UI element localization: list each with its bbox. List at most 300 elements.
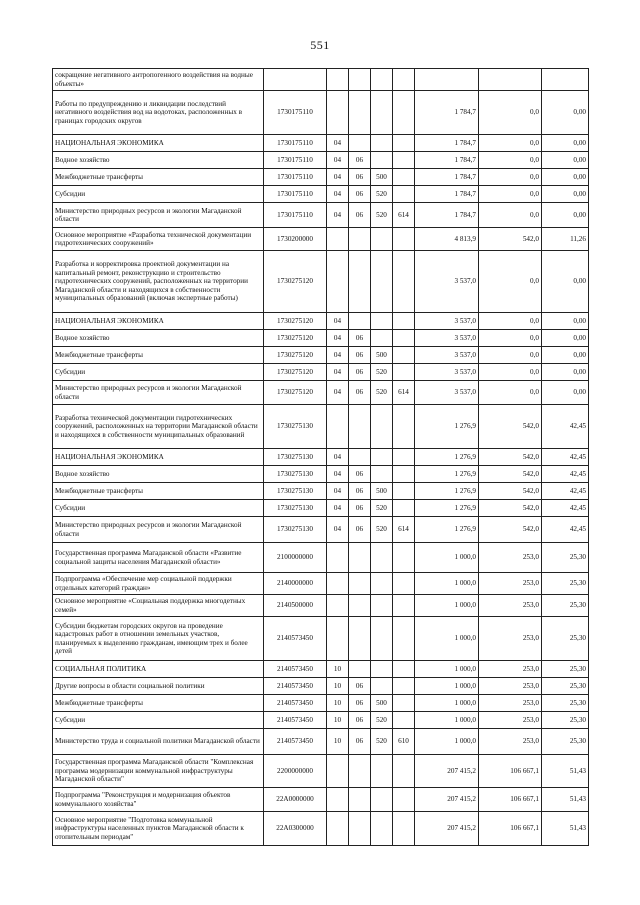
table-row xyxy=(53,517,589,543)
target-code-cell: 2100000000 xyxy=(264,543,327,573)
table-row xyxy=(53,152,589,169)
table-row xyxy=(53,347,589,364)
expense-type-cell xyxy=(371,91,393,135)
subsection-cell xyxy=(349,135,371,152)
execution-percent-cell: 25,30 xyxy=(542,543,589,573)
section-cell xyxy=(327,573,349,595)
row-name-cell: НАЦИОНАЛЬНАЯ ЭКОНОМИКА xyxy=(53,449,264,466)
section-cell: 04 xyxy=(327,152,349,169)
administrator-cell xyxy=(393,788,415,812)
planned-amount-cell: 4 813,9 xyxy=(415,228,479,251)
administrator-cell xyxy=(393,595,415,617)
executed-amount-cell: 253,0 xyxy=(479,678,542,695)
executed-amount-cell: 0,0 xyxy=(479,251,542,313)
planned-amount-cell: 1 784,7 xyxy=(415,135,479,152)
row-name-cell: Министерство природных ресурсов и экологии Магаданской области xyxy=(53,381,264,405)
administrator-cell xyxy=(393,228,415,251)
section-cell xyxy=(327,595,349,617)
planned-amount-cell: 1 276,9 xyxy=(415,405,479,449)
row-name-cell: Водное хозяйство xyxy=(53,152,264,169)
executed-amount-cell: 0,0 xyxy=(479,203,542,228)
planned-amount-cell: 3 537,0 xyxy=(415,347,479,364)
planned-amount-cell: 3 537,0 xyxy=(415,364,479,381)
subsection-cell xyxy=(349,543,371,573)
planned-amount-cell: 1 000,0 xyxy=(415,678,479,695)
subsection-cell: 06 xyxy=(349,347,371,364)
expense-type-cell: 520 xyxy=(371,500,393,517)
administrator-cell xyxy=(393,91,415,135)
administrator-cell xyxy=(393,466,415,483)
execution-percent-cell: 42,45 xyxy=(542,449,589,466)
execution-percent-cell: 0,00 xyxy=(542,91,589,135)
expense-type-cell xyxy=(371,573,393,595)
row-name-cell: Субсидии xyxy=(53,500,264,517)
subsection-cell: 06 xyxy=(349,678,371,695)
planned-amount-cell: 1 000,0 xyxy=(415,729,479,755)
row-name-cell: Межбюджетные трансферты xyxy=(53,483,264,500)
subsection-cell xyxy=(349,661,371,678)
administrator-cell xyxy=(393,313,415,330)
table-row xyxy=(53,330,589,347)
administrator-cell xyxy=(393,712,415,729)
administrator-cell xyxy=(393,449,415,466)
executed-amount-cell xyxy=(479,69,542,91)
executed-amount-cell: 542,0 xyxy=(479,483,542,500)
planned-amount-cell: 1 000,0 xyxy=(415,661,479,678)
planned-amount-cell: 1 000,0 xyxy=(415,573,479,595)
section-cell: 04 xyxy=(327,347,349,364)
subsection-cell: 06 xyxy=(349,695,371,712)
expense-type-cell: 500 xyxy=(371,169,393,186)
subsection-cell xyxy=(349,788,371,812)
section-cell: 04 xyxy=(327,203,349,228)
expense-type-cell: 500 xyxy=(371,483,393,500)
subsection-cell: 06 xyxy=(349,729,371,755)
target-code-cell: 1730275130 xyxy=(264,483,327,500)
subsection-cell xyxy=(349,251,371,313)
target-code-cell xyxy=(264,69,327,91)
subsection-cell: 06 xyxy=(349,169,371,186)
expense-type-cell xyxy=(371,251,393,313)
planned-amount-cell: 1 784,7 xyxy=(415,91,479,135)
planned-amount-cell: 3 537,0 xyxy=(415,381,479,405)
execution-percent-cell: 25,30 xyxy=(542,617,589,661)
planned-amount-cell: 1 000,0 xyxy=(415,595,479,617)
target-code-cell: 1730275130 xyxy=(264,405,327,449)
executed-amount-cell: 0,0 xyxy=(479,152,542,169)
subsection-cell xyxy=(349,449,371,466)
section-cell: 04 xyxy=(327,517,349,543)
row-name-cell: Подпрограмма "Реконструкция и модернизация объектов коммунального хозяйства" xyxy=(53,788,264,812)
execution-percent-cell: 0,00 xyxy=(542,364,589,381)
row-name-cell: НАЦИОНАЛЬНАЯ ЭКОНОМИКА xyxy=(53,313,264,330)
subsection-cell: 06 xyxy=(349,364,371,381)
section-cell: 04 xyxy=(327,381,349,405)
executed-amount-cell: 0,0 xyxy=(479,135,542,152)
execution-percent-cell: 25,30 xyxy=(542,573,589,595)
administrator-cell xyxy=(393,347,415,364)
execution-percent-cell: 51,43 xyxy=(542,812,589,846)
execution-percent-cell: 42,45 xyxy=(542,483,589,500)
section-cell xyxy=(327,617,349,661)
subsection-cell: 06 xyxy=(349,466,371,483)
administrator-cell xyxy=(393,500,415,517)
table-row xyxy=(53,466,589,483)
section-cell: 04 xyxy=(327,169,349,186)
row-name-cell: Государственная программа Магаданской области "Комплексная программа модернизации коммунальной инфраструктуры Магаданской области" xyxy=(53,755,264,788)
planned-amount-cell: 1 784,7 xyxy=(415,203,479,228)
planned-amount-cell: 1 276,9 xyxy=(415,483,479,500)
section-cell xyxy=(327,91,349,135)
planned-amount-cell: 1 000,0 xyxy=(415,543,479,573)
expense-type-cell xyxy=(371,812,393,846)
target-code-cell: 1730175110 xyxy=(264,91,327,135)
planned-amount-cell: 1 276,9 xyxy=(415,517,479,543)
budget-table xyxy=(52,68,589,846)
execution-percent-cell: 0,00 xyxy=(542,347,589,364)
table-row xyxy=(53,543,589,573)
subsection-cell xyxy=(349,573,371,595)
section-cell: 04 xyxy=(327,500,349,517)
expense-type-cell xyxy=(371,755,393,788)
administrator-cell xyxy=(393,543,415,573)
target-code-cell: 2140000000 xyxy=(264,573,327,595)
subsection-cell: 06 xyxy=(349,330,371,347)
row-name-cell: Разработка технической документации гидротехнических сооружений, расположенных на территории Магаданской области и находящихся в собственности муниципальных образований xyxy=(53,405,264,449)
row-name-cell: Субсидии xyxy=(53,186,264,203)
section-cell xyxy=(327,812,349,846)
table-row xyxy=(53,812,589,846)
execution-percent-cell: 25,30 xyxy=(542,695,589,712)
administrator-cell xyxy=(393,617,415,661)
executed-amount-cell: 106 667,1 xyxy=(479,755,542,788)
section-cell xyxy=(327,251,349,313)
planned-amount-cell: 1 784,7 xyxy=(415,152,479,169)
planned-amount-cell: 207 415,2 xyxy=(415,812,479,846)
expense-type-cell: 500 xyxy=(371,695,393,712)
row-name-cell: Другие вопросы в области социальной политики xyxy=(53,678,264,695)
planned-amount-cell xyxy=(415,69,479,91)
administrator-cell: 614 xyxy=(393,203,415,228)
target-code-cell: 2200000000 xyxy=(264,755,327,788)
planned-amount-cell: 3 537,0 xyxy=(415,330,479,347)
row-name-cell: СОЦИАЛЬНАЯ ПОЛИТИКА xyxy=(53,661,264,678)
target-code-cell: 1730275120 xyxy=(264,313,327,330)
administrator-cell xyxy=(393,69,415,91)
row-name-cell: НАЦИОНАЛЬНАЯ ЭКОНОМИКА xyxy=(53,135,264,152)
section-cell: 04 xyxy=(327,466,349,483)
row-name-cell: Субсидии xyxy=(53,712,264,729)
executed-amount-cell: 253,0 xyxy=(479,661,542,678)
table-row xyxy=(53,364,589,381)
execution-percent-cell xyxy=(542,69,589,91)
table-row xyxy=(53,169,589,186)
planned-amount-cell: 207 415,2 xyxy=(415,788,479,812)
expense-type-cell xyxy=(371,152,393,169)
row-name-cell: Основное мероприятие «Социальная поддержка многодетных семей» xyxy=(53,595,264,617)
row-name-cell: Основное мероприятие «Разработка технической документации гидротехнических сооружений» xyxy=(53,228,264,251)
planned-amount-cell: 1 000,0 xyxy=(415,712,479,729)
administrator-cell xyxy=(393,152,415,169)
target-code-cell: 2140573450 xyxy=(264,695,327,712)
execution-percent-cell: 25,30 xyxy=(542,595,589,617)
target-code-cell: 22А0000000 xyxy=(264,788,327,812)
target-code-cell: 2140500000 xyxy=(264,595,327,617)
execution-percent-cell: 0,00 xyxy=(542,169,589,186)
executed-amount-cell: 542,0 xyxy=(479,228,542,251)
target-code-cell: 1730275120 xyxy=(264,347,327,364)
target-code-cell: 1730275120 xyxy=(264,364,327,381)
execution-percent-cell: 0,00 xyxy=(542,135,589,152)
expense-type-cell xyxy=(371,661,393,678)
planned-amount-cell: 1 784,7 xyxy=(415,169,479,186)
section-cell: 10 xyxy=(327,695,349,712)
executed-amount-cell: 253,0 xyxy=(479,595,542,617)
planned-amount-cell: 1 000,0 xyxy=(415,695,479,712)
expense-type-cell xyxy=(371,330,393,347)
table-row xyxy=(53,788,589,812)
subsection-cell: 06 xyxy=(349,186,371,203)
section-cell: 10 xyxy=(327,678,349,695)
row-name-cell: Министерство труда и социальной политики Магаданской области xyxy=(53,729,264,755)
executed-amount-cell: 253,0 xyxy=(479,617,542,661)
section-cell: 10 xyxy=(327,729,349,755)
section-cell xyxy=(327,543,349,573)
administrator-cell xyxy=(393,251,415,313)
table-row xyxy=(53,500,589,517)
target-code-cell: 1730200000 xyxy=(264,228,327,251)
subsection-cell: 06 xyxy=(349,712,371,729)
execution-percent-cell: 0,00 xyxy=(542,152,589,169)
administrator-cell xyxy=(393,678,415,695)
target-code-cell: 1730275130 xyxy=(264,500,327,517)
execution-percent-cell: 51,43 xyxy=(542,788,589,812)
table-row xyxy=(53,617,589,661)
execution-percent-cell: 42,45 xyxy=(542,517,589,543)
subsection-cell xyxy=(349,405,371,449)
row-name-cell: Водное хозяйство xyxy=(53,330,264,347)
row-name-cell: Министерство природных ресурсов и экологии Магаданской области xyxy=(53,203,264,228)
administrator-cell xyxy=(393,483,415,500)
planned-amount-cell: 1 276,9 xyxy=(415,500,479,517)
execution-percent-cell: 0,00 xyxy=(542,313,589,330)
section-cell xyxy=(327,788,349,812)
table-row xyxy=(53,483,589,500)
expense-type-cell: 520 xyxy=(371,203,393,228)
subsection-cell: 06 xyxy=(349,500,371,517)
planned-amount-cell: 3 537,0 xyxy=(415,313,479,330)
administrator-cell: 614 xyxy=(393,517,415,543)
row-name-cell: Водное хозяйство xyxy=(53,466,264,483)
section-cell xyxy=(327,69,349,91)
expense-type-cell xyxy=(371,595,393,617)
subsection-cell: 06 xyxy=(349,381,371,405)
subsection-cell xyxy=(349,69,371,91)
table-row xyxy=(53,729,589,755)
page-number: 551 xyxy=(310,38,330,52)
section-cell: 10 xyxy=(327,661,349,678)
administrator-cell xyxy=(393,135,415,152)
execution-percent-cell: 25,30 xyxy=(542,678,589,695)
executed-amount-cell: 542,0 xyxy=(479,466,542,483)
table-row xyxy=(53,695,589,712)
row-name-cell: сокращение негативного антропогенного воздействия на водные объекты» xyxy=(53,69,264,91)
row-name-cell: Межбюджетные трансферты xyxy=(53,169,264,186)
section-cell: 04 xyxy=(327,135,349,152)
section-cell: 04 xyxy=(327,330,349,347)
planned-amount-cell: 1 276,9 xyxy=(415,466,479,483)
target-code-cell: 1730275120 xyxy=(264,330,327,347)
expense-type-cell xyxy=(371,788,393,812)
subsection-cell xyxy=(349,812,371,846)
subsection-cell: 06 xyxy=(349,152,371,169)
administrator-cell xyxy=(393,695,415,712)
table-row xyxy=(53,313,589,330)
execution-percent-cell: 42,45 xyxy=(542,500,589,517)
executed-amount-cell: 253,0 xyxy=(479,729,542,755)
expense-type-cell: 520 xyxy=(371,517,393,543)
expense-type-cell: 520 xyxy=(371,712,393,729)
section-cell: 04 xyxy=(327,186,349,203)
expense-type-cell xyxy=(371,135,393,152)
row-name-cell: Министерство природных ресурсов и экологии Магаданской области xyxy=(53,517,264,543)
target-code-cell: 1730175110 xyxy=(264,186,327,203)
target-code-cell: 2140573450 xyxy=(264,678,327,695)
subsection-cell xyxy=(349,313,371,330)
target-code-cell: 1730175110 xyxy=(264,152,327,169)
table-row xyxy=(53,595,589,617)
row-name-cell: Подпрограмма «Обеспечение мер социальной поддержки отдельных категорий граждан» xyxy=(53,573,264,595)
target-code-cell: 1730275120 xyxy=(264,381,327,405)
expense-type-cell: 500 xyxy=(371,347,393,364)
expense-type-cell xyxy=(371,313,393,330)
planned-amount-cell: 1 000,0 xyxy=(415,617,479,661)
subsection-cell xyxy=(349,91,371,135)
row-name-cell: Межбюджетные трансферты xyxy=(53,347,264,364)
section-cell xyxy=(327,405,349,449)
administrator-cell xyxy=(393,573,415,595)
table-row xyxy=(53,449,589,466)
target-code-cell: 1730275130 xyxy=(264,517,327,543)
target-code-cell: 1730275130 xyxy=(264,466,327,483)
table-row xyxy=(53,251,589,313)
execution-percent-cell: 42,45 xyxy=(542,405,589,449)
administrator-cell xyxy=(393,405,415,449)
target-code-cell: 1730175110 xyxy=(264,135,327,152)
row-name-cell: Государственная программа Магаданской области «Развитие социальной защиты населения Магаданской области» xyxy=(53,543,264,573)
executed-amount-cell: 542,0 xyxy=(479,449,542,466)
subsection-cell xyxy=(349,595,371,617)
section-cell xyxy=(327,228,349,251)
table-row xyxy=(53,69,589,91)
administrator-cell: 610 xyxy=(393,729,415,755)
execution-percent-cell: 51,43 xyxy=(542,755,589,788)
executed-amount-cell: 0,0 xyxy=(479,364,542,381)
budget-table-body xyxy=(53,69,589,846)
execution-percent-cell: 0,00 xyxy=(542,381,589,405)
administrator-cell xyxy=(393,755,415,788)
target-code-cell: 1730275130 xyxy=(264,449,327,466)
expense-type-cell xyxy=(371,405,393,449)
subsection-cell: 06 xyxy=(349,483,371,500)
target-code-cell: 2140573450 xyxy=(264,661,327,678)
executed-amount-cell: 0,0 xyxy=(479,381,542,405)
table-row xyxy=(53,203,589,228)
target-code-cell: 2140573450 xyxy=(264,617,327,661)
executed-amount-cell: 542,0 xyxy=(479,405,542,449)
execution-percent-cell: 0,00 xyxy=(542,251,589,313)
planned-amount-cell: 3 537,0 xyxy=(415,251,479,313)
target-code-cell: 2140573450 xyxy=(264,712,327,729)
table-row xyxy=(53,405,589,449)
target-code-cell: 2140573450 xyxy=(264,729,327,755)
section-cell: 10 xyxy=(327,712,349,729)
row-name-cell: Субсидии бюджетам городских округов на проведение кадастровых работ в отношении земельных участков, планируемых к выделению гражданам, имеющим трех и более детей xyxy=(53,617,264,661)
execution-percent-cell: 0,00 xyxy=(542,186,589,203)
table-row xyxy=(53,186,589,203)
executed-amount-cell: 253,0 xyxy=(479,573,542,595)
subsection-cell: 06 xyxy=(349,203,371,228)
table-row xyxy=(53,755,589,788)
executed-amount-cell: 253,0 xyxy=(479,712,542,729)
administrator-cell xyxy=(393,186,415,203)
target-code-cell: 1730175110 xyxy=(264,203,327,228)
execution-percent-cell: 25,30 xyxy=(542,661,589,678)
executed-amount-cell: 106 667,1 xyxy=(479,788,542,812)
executed-amount-cell: 542,0 xyxy=(479,517,542,543)
administrator-cell xyxy=(393,364,415,381)
planned-amount-cell: 1 784,7 xyxy=(415,186,479,203)
executed-amount-cell: 0,0 xyxy=(479,330,542,347)
row-name-cell: Основное мероприятие "Подготовка коммунальной инфраструктуры населенных пунктов Магаданской области к отопительным периодам" xyxy=(53,812,264,846)
execution-percent-cell: 25,30 xyxy=(542,712,589,729)
row-name-cell: Разработка и корректировка проектной документации на капитальный ремонт, реконструкцию и строительство гидротехнических сооружений, расположенных на территории Магаданской области и находящихся в собственности муниципальных образований (включая экспертные работы) xyxy=(53,251,264,313)
execution-percent-cell: 42,45 xyxy=(542,466,589,483)
executed-amount-cell: 0,0 xyxy=(479,186,542,203)
section-cell: 04 xyxy=(327,313,349,330)
expense-type-cell: 520 xyxy=(371,729,393,755)
section-cell: 04 xyxy=(327,449,349,466)
target-code-cell: 1730275120 xyxy=(264,251,327,313)
executed-amount-cell: 0,0 xyxy=(479,347,542,364)
executed-amount-cell: 0,0 xyxy=(479,313,542,330)
table-row xyxy=(53,678,589,695)
subsection-cell xyxy=(349,755,371,788)
table-row xyxy=(53,91,589,135)
subsection-cell: 06 xyxy=(349,517,371,543)
table-row xyxy=(53,135,589,152)
subsection-cell xyxy=(349,617,371,661)
administrator-cell xyxy=(393,812,415,846)
executed-amount-cell: 542,0 xyxy=(479,500,542,517)
executed-amount-cell: 0,0 xyxy=(479,169,542,186)
section-cell xyxy=(327,755,349,788)
executed-amount-cell: 253,0 xyxy=(479,695,542,712)
section-cell: 04 xyxy=(327,483,349,500)
expense-type-cell xyxy=(371,543,393,573)
table-row xyxy=(53,381,589,405)
expense-type-cell xyxy=(371,228,393,251)
target-code-cell: 1730175110 xyxy=(264,169,327,186)
expense-type-cell xyxy=(371,69,393,91)
expense-type-cell xyxy=(371,466,393,483)
administrator-cell xyxy=(393,169,415,186)
expense-type-cell: 520 xyxy=(371,364,393,381)
execution-percent-cell: 0,00 xyxy=(542,330,589,347)
section-cell: 04 xyxy=(327,364,349,381)
expense-type-cell xyxy=(371,617,393,661)
executed-amount-cell: 0,0 xyxy=(479,91,542,135)
